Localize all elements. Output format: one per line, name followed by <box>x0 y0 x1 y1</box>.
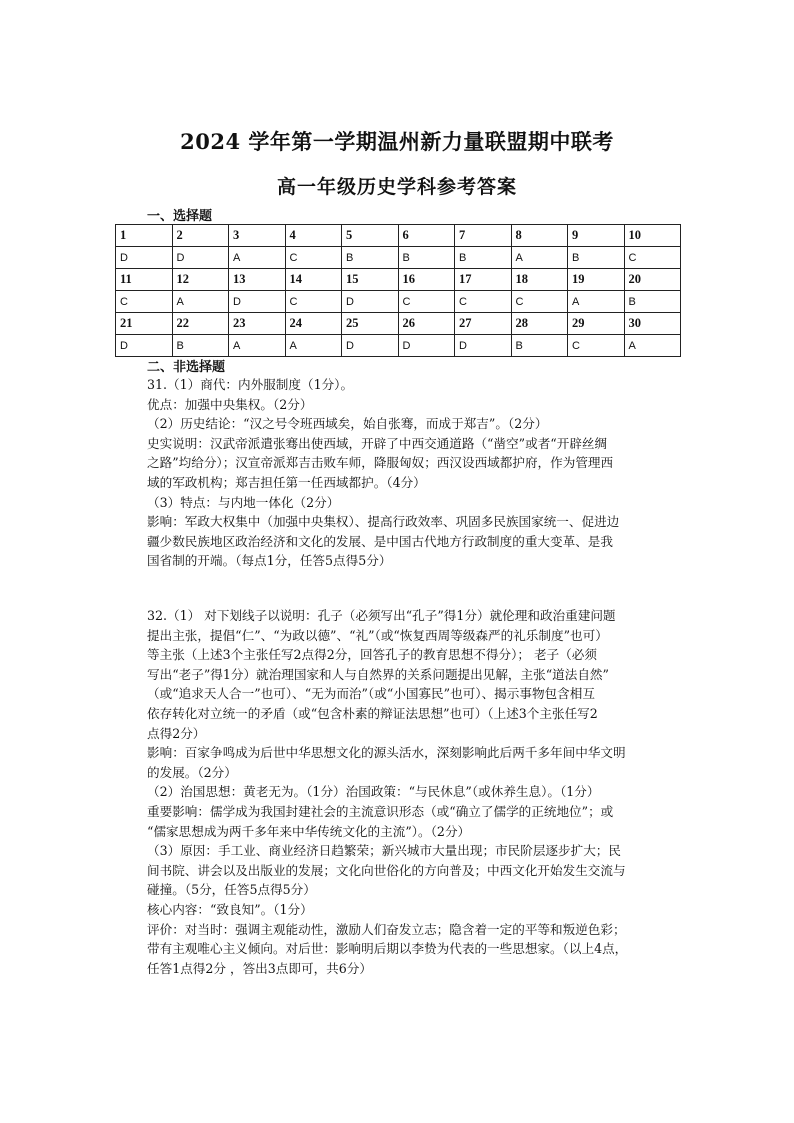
answer-text-line: 碰撞。（5分，任答5点得5分） <box>147 882 316 898</box>
question-number-cell: 10 <box>624 225 681 247</box>
question-number-cell: 12 <box>172 269 229 291</box>
answer-cell: C <box>455 291 512 313</box>
question-number-cell: 19 <box>568 269 625 291</box>
answer-text-line: 任答1点得2分 ，答出3点即可，共6分） <box>147 960 372 976</box>
answer-cell: C <box>624 247 681 269</box>
answer-cell: B <box>172 335 229 357</box>
question-number-cell: 1 <box>116 225 173 247</box>
section-choice-heading: 一、选择题 <box>147 209 213 224</box>
answer-cell: A <box>229 247 286 269</box>
answer-cell: D <box>342 291 399 313</box>
question-number-row <box>116 269 681 291</box>
question-number-cell: 14 <box>285 269 342 291</box>
question-number-cell: 25 <box>342 313 399 335</box>
question-number-cell: 3 <box>229 225 286 247</box>
answer-cell: A <box>172 291 229 313</box>
answer-text-line: “儒家思想成为两千多年来中华传统文化的主流”）。（2分） <box>147 823 471 839</box>
answer-text-line: 史实说明：汉武帝派遣张骞出使西域，开辟了中西交通道路（“凿空”或者“开辟丝绸 <box>147 435 608 451</box>
question-number-cell: 11 <box>116 269 173 291</box>
answer-text-line: （3）原因：手工业、商业经济日趋繁荣；新兴城市大量出现；市民阶层逐步扩大；民 <box>147 843 621 859</box>
question-number-cell: 8 <box>511 225 568 247</box>
answer-cell: D <box>116 247 173 269</box>
question-number-cell: 20 <box>624 269 681 291</box>
answer-row <box>116 335 681 357</box>
answer-cell: A <box>229 335 286 357</box>
answer-text-line: （2）治国思想：黄老无为。（1分）治国政策：“与民休息”（或休养生息）。（1分） <box>147 784 600 800</box>
answer-cell: B <box>624 291 681 313</box>
section-nonchoice-heading: 二、非选择题 <box>147 360 226 375</box>
answer-cell: C <box>285 247 342 269</box>
answer-cell: D <box>116 335 173 357</box>
question-number-cell: 23 <box>229 313 286 335</box>
answer-cell: C <box>511 291 568 313</box>
answer-cell: C <box>285 291 342 313</box>
answer-text-line: 重要影响：儒学成为我国封建社会的主流意识形态（或“确立了儒学的正统地位”；或 <box>147 803 614 819</box>
answer-text-line: 疆少数民族地区政治经济和文化的发展、是中国古代地方行政制度的重大变革、是我 <box>147 533 613 549</box>
answer-cell: D <box>342 335 399 357</box>
answer-cell: C <box>568 335 625 357</box>
question-number-cell: 18 <box>511 269 568 291</box>
answer-text-line: 的发展。（2分） <box>147 764 237 780</box>
question-number-cell: 9 <box>568 225 625 247</box>
question-number-cell: 5 <box>342 225 399 247</box>
answer-text-line: 写出“老子”得1分）就治理国家和人与自然界的关系问题提出见解，主张“道法自然” <box>147 666 609 682</box>
answer-text-line: 优点：加强中央集权。（2分） <box>147 396 313 412</box>
answer-row <box>116 291 681 313</box>
question-number-cell: 6 <box>398 225 455 247</box>
document-title: 2024 学年第一学期温州新力量联盟期中联考 <box>180 129 614 154</box>
answer-cell: A <box>624 335 681 357</box>
answer-text-line: 之路”均给分）；汉宣帝派郑吉击败车师，降服匈奴；西汉设西域都护府，作为管理西 <box>147 455 614 471</box>
answer-text-line: 影响：百家争鸣成为后世中华思想文化的源头活水，深刻影响此后两千多年间中华文明 <box>147 745 626 761</box>
answer-cell: B <box>342 247 399 269</box>
answer-row <box>116 247 681 269</box>
answer-text-line: 域的军政机构；郑吉担任第一任西域都护。（4分） <box>147 474 426 490</box>
answer-text-line: 31.（1）商代：内外服制度（1分）。 <box>147 377 354 392</box>
answer-cell: B <box>511 335 568 357</box>
question-number-row <box>116 313 681 335</box>
question-number-cell: 17 <box>455 269 512 291</box>
answer-text-line: 核心内容：“致良知”。（1分） <box>147 901 313 917</box>
answer-text-line: 提出主张，提倡“仁”、“为政以德”、“礼”（或“恢复西周等级森严的礼乐制度”也可） <box>147 627 608 643</box>
answer-text-line: 带有主观唯心主义倾向。对后世：影响明后期以李贽为代表的一些思想家。（以上4点， <box>147 941 628 957</box>
question-number-cell: 26 <box>398 313 455 335</box>
document-subtitle: 高一年级历史学科参考答案 <box>276 176 517 198</box>
answer-text-line: 影响：军政大权集中（加强中央集权）、提高行政效率、巩固多民族国家统一、促进边 <box>147 514 620 530</box>
answer-cell: C <box>398 291 455 313</box>
question-number-cell: 24 <box>285 313 342 335</box>
answer-text-line: （3）特点：与内地一体化（2分） <box>147 494 340 510</box>
question-number-cell: 7 <box>455 225 512 247</box>
answer-cell: A <box>285 335 342 357</box>
answer-cell: D <box>229 291 286 313</box>
question-number-cell: 13 <box>229 269 286 291</box>
answer-text-line: （或“追求天人合一”也可）、“无为而治”（或“小国寡民”也可）、揭示事物包含相互 <box>147 686 595 702</box>
answer-text-line: （2）历史结论：“汉之号令班西域矣，始自张骞，而成于郑吉”。（2分） <box>147 416 548 432</box>
question-number-cell: 22 <box>172 313 229 335</box>
answer-text-line: 间书院、讲会以及出版业的发展；文化向世俗化的方向普及；中西文化开始发生交流与 <box>147 862 626 878</box>
question-31-answer <box>147 375 667 571</box>
answer-text-line: 评价：对当时：强调主观能动性，激励人们奋发立志；隐含着一定的平等和叛逆色彩； <box>147 921 626 937</box>
answer-cell: D <box>398 335 455 357</box>
answer-text-line: 32.（1） 对下划线子以说明：孔子（必须写出“孔子”得1分）就伦理和政治重建问题 <box>147 608 616 623</box>
answer-cell: D <box>455 335 512 357</box>
question-number-cell: 28 <box>511 313 568 335</box>
question-number-cell: 2 <box>172 225 229 247</box>
answer-cell: A <box>511 247 568 269</box>
answer-text-line: 国省制的开端。（每点1分，任答5点得5分） <box>147 553 392 569</box>
answer-cell: A <box>568 291 625 313</box>
answer-cell: C <box>116 291 173 313</box>
question-number-cell: 27 <box>455 313 512 335</box>
question-number-cell: 15 <box>342 269 399 291</box>
answer-table <box>115 224 681 357</box>
question-number-row <box>116 225 681 247</box>
question-number-cell: 21 <box>116 313 173 335</box>
question-number-cell: 30 <box>624 313 681 335</box>
question-number-cell: 29 <box>568 313 625 335</box>
answer-cell: B <box>398 247 455 269</box>
question-32-answer <box>147 606 667 978</box>
answer-text-line: 点得2分） <box>147 725 206 741</box>
answer-cell: D <box>172 247 229 269</box>
answer-text-line: 依存转化对立统一的矛盾（或“包含朴素的辩证法思想”也可）（上述3个主张任写2 <box>147 705 598 721</box>
answer-cell: B <box>568 247 625 269</box>
question-number-cell: 4 <box>285 225 342 247</box>
question-number-cell: 16 <box>398 269 455 291</box>
answer-text-line: 等主张（上述3个主张任写2点得2分，回答孔子的教育思想不得分）； 老子（必须 <box>147 647 597 663</box>
answer-cell: B <box>455 247 512 269</box>
